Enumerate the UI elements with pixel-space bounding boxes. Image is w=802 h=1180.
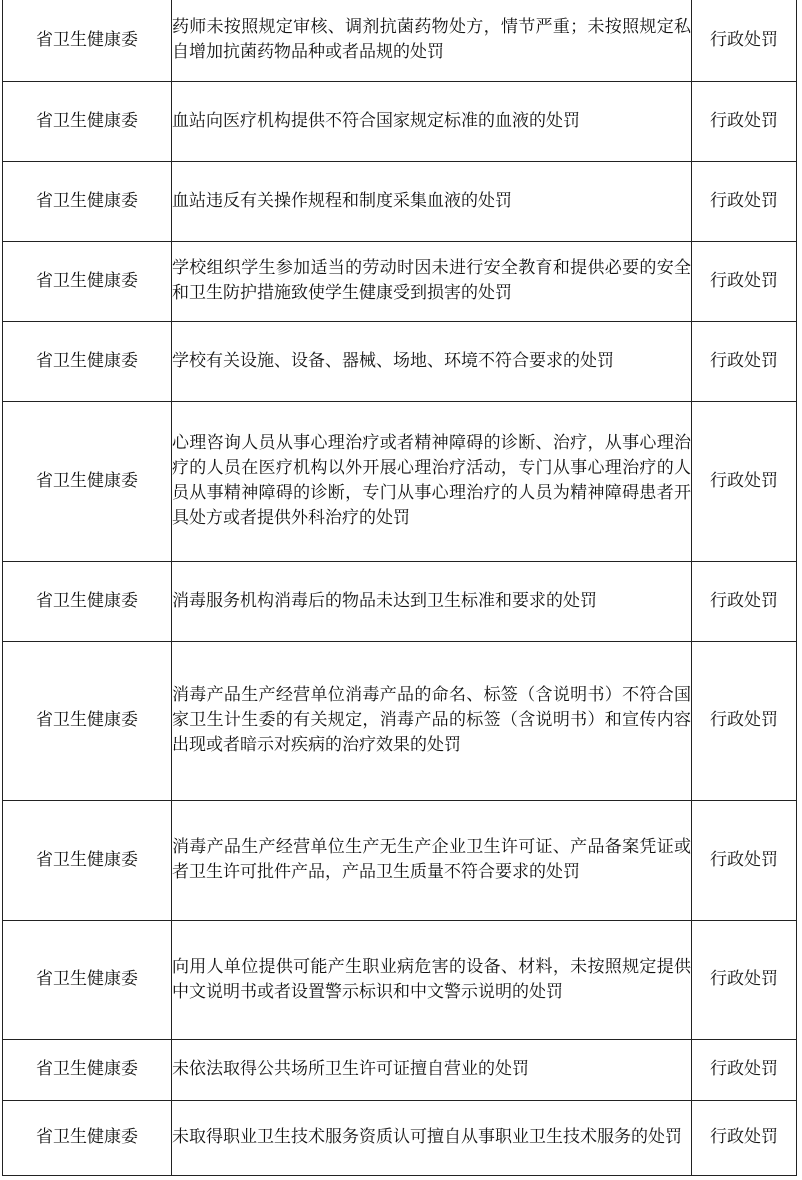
type-cell: 行政处罚 [692,81,797,161]
department-cell: 省卫生健康委 [3,641,172,800]
item-cell: 心理咨询人员从事心理治疗或者精神障碍的诊断、治疗，从事心理治疗的人员在医疗机构以外开展心理治疗活动，专门从事心理治疗的人员从事精神障碍的诊断，专门从事心理治疗的人员为精神障碍患者开具处方或者提供外科治疗的处罚 [172,401,692,561]
type-cell: 行政处罚 [692,0,797,81]
department-cell: 省卫生健康委 [3,0,172,81]
table-row [3,920,797,1039]
table-row [3,1100,797,1175]
table-row [3,81,797,161]
table-row [3,0,797,81]
table-row [3,321,797,401]
table-row [3,800,797,920]
type-cell: 行政处罚 [692,800,797,920]
department-cell: 省卫生健康委 [3,161,172,241]
department-cell: 省卫生健康委 [3,1039,172,1100]
item-cell: 未取得职业卫生技术服务资质认可擅自从事职业卫生技术服务的处罚 [172,1100,692,1175]
type-cell: 行政处罚 [692,561,797,641]
table-row [3,241,797,321]
department-cell: 省卫生健康委 [3,321,172,401]
item-cell: 药师未按照规定审核、调剂抗菌药物处方，情节严重；未按照规定私自增加抗菌药物品种或者品规的处罚 [172,0,692,81]
type-cell: 行政处罚 [692,241,797,321]
table-row [3,401,797,561]
department-cell: 省卫生健康委 [3,241,172,321]
item-cell: 消毒服务机构消毒后的物品未达到卫生标准和要求的处罚 [172,561,692,641]
type-cell: 行政处罚 [692,401,797,561]
item-cell: 消毒产品生产经营单位消毒产品的命名、标签（含说明书）不符合国家卫生计生委的有关规定，消毒产品的标签（含说明书）和宣传内容出现或者暗示对疾病的治疗效果的处罚 [172,641,692,800]
department-cell: 省卫生健康委 [3,920,172,1039]
department-cell: 省卫生健康委 [3,401,172,561]
department-cell: 省卫生健康委 [3,1100,172,1175]
type-cell: 行政处罚 [692,920,797,1039]
item-cell: 血站向医疗机构提供不符合国家规定标准的血液的处罚 [172,81,692,161]
penalty-table [2,0,797,1176]
type-cell: 行政处罚 [692,321,797,401]
type-cell: 行政处罚 [692,1100,797,1175]
table-row [3,641,797,800]
type-cell: 行政处罚 [692,161,797,241]
item-cell: 学校有关设施、设备、器械、场地、环境不符合要求的处罚 [172,321,692,401]
table-row [3,161,797,241]
item-cell: 学校组织学生参加适当的劳动时因未进行安全教育和提供必要的安全和卫生防护措施致使学生健康受到损害的处罚 [172,241,692,321]
type-cell: 行政处罚 [692,641,797,800]
department-cell: 省卫生健康委 [3,561,172,641]
department-cell: 省卫生健康委 [3,81,172,161]
item-cell: 消毒产品生产经营单位生产无生产企业卫生许可证、产品备案凭证或者卫生许可批件产品，产品卫生质量不符合要求的处罚 [172,800,692,920]
item-cell: 血站违反有关操作规程和制度采集血液的处罚 [172,161,692,241]
table-row [3,561,797,641]
table-row [3,1039,797,1100]
item-cell: 未依法取得公共场所卫生许可证擅自营业的处罚 [172,1039,692,1100]
item-cell: 向用人单位提供可能产生职业病危害的设备、材料，未按照规定提供中文说明书或者设置警示标识和中文警示说明的处罚 [172,920,692,1039]
department-cell: 省卫生健康委 [3,800,172,920]
type-cell: 行政处罚 [692,1039,797,1100]
